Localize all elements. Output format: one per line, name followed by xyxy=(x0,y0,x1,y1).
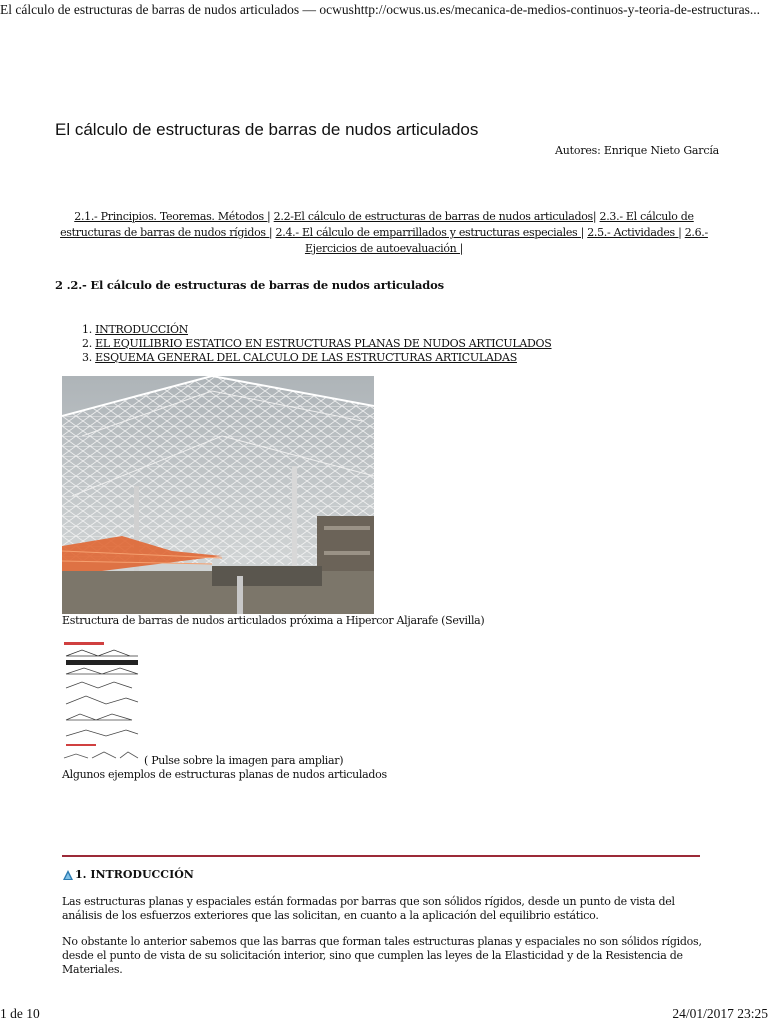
nav-link-2-3[interactable]: 2.3.- El cálculo de estructuras de barras de nudos rígidos | xyxy=(60,210,694,239)
toc-link-esquema[interactable]: ESQUEMA GENERAL DEL CALCULO DE LAS ESTRUCTURAS ARTICULADAS xyxy=(95,351,517,364)
toc-item xyxy=(82,337,552,351)
browser-url: http://ocwus.us.es/mecanica-de-medios-continuos-y-teoria-de-estructuras... xyxy=(354,2,760,17)
thumbnail-hint: ( Pulse sobre la imagen para ampliar) xyxy=(144,754,344,767)
thumbnail-caption: Algunos ejemplos de estructuras planas de nudos articulados xyxy=(62,768,387,781)
page-counter: 1 de 10 xyxy=(0,1006,40,1021)
nav-link-2-5[interactable]: 2.5.- Actividades | xyxy=(587,226,682,239)
nav-link-2-6[interactable]: 2.6.- Ejercicios de autoevaluación | xyxy=(304,226,708,255)
toc-item xyxy=(82,323,552,337)
toc-item xyxy=(82,351,552,365)
intro-paragraph-2: No obstante lo anterior sabemos que las barras que forman tales estructuras planas y espaciales no son sólidos rígidos, desde el punto de vista de su solicitación interior, sino que cumplen las leyes de la Elasticidad y de la Resistencia de Materiales. xyxy=(62,935,702,976)
section-divider xyxy=(62,855,700,857)
browser-page-title: El cálculo de estructuras de barras de nudos articulados — ocwus xyxy=(0,2,354,17)
nav-link-2-2[interactable]: 2.2-El cálculo de estructuras de barras de nudos articulados| xyxy=(273,210,597,223)
intro-paragraph-1: Las estructuras planas y espaciales están formadas por barras que son sólidos rígidos, desde un punto de vista del análisis de los esfuerzos exteriores que las solicitan, en cuanto a la aplicación del equilibrio estático. xyxy=(62,895,675,922)
toc-number: 1. xyxy=(82,323,92,336)
toc-number: 3. xyxy=(82,351,92,364)
nav-link-2-1[interactable]: 2.1.- Principios. Teoremas. Métodos | xyxy=(74,210,271,223)
up-arrow-icon[interactable] xyxy=(62,869,74,881)
toc-number: 2. xyxy=(82,337,92,350)
authors-line: Autores: Enrique Nieto García xyxy=(555,144,719,157)
truss-examples-thumbnail[interactable] xyxy=(62,640,142,766)
toc-link-introduccion[interactable]: INTRODUCCIÓN xyxy=(95,323,189,336)
section-nav xyxy=(50,209,718,257)
intro-heading xyxy=(62,868,194,881)
section-heading: 2 .2.- El cálculo de estructuras de barras de nudos articulados xyxy=(55,278,444,292)
toc-link-equilibrio[interactable]: EL EQUILIBRIO ESTATICO EN ESTRUCTURAS PLANAS DE NUDOS ARTICULADOS xyxy=(95,337,552,350)
intro-heading-text: 1. INTRODUCCIÓN xyxy=(75,868,194,881)
nav-link-2-4[interactable]: 2.4.- El cálculo de emparrillados y estructuras especiales | xyxy=(275,226,585,239)
truss-structure-photo xyxy=(62,376,374,614)
page-title: El cálculo de estructuras de barras de nudos articulados xyxy=(55,120,479,139)
print-timestamp: 24/01/2017 23:25 xyxy=(672,1006,768,1021)
table-of-contents xyxy=(82,323,552,365)
photo-caption: Estructura de barras de nudos articulados próxima a Hipercor Aljarafe (Sevilla) xyxy=(62,614,485,627)
